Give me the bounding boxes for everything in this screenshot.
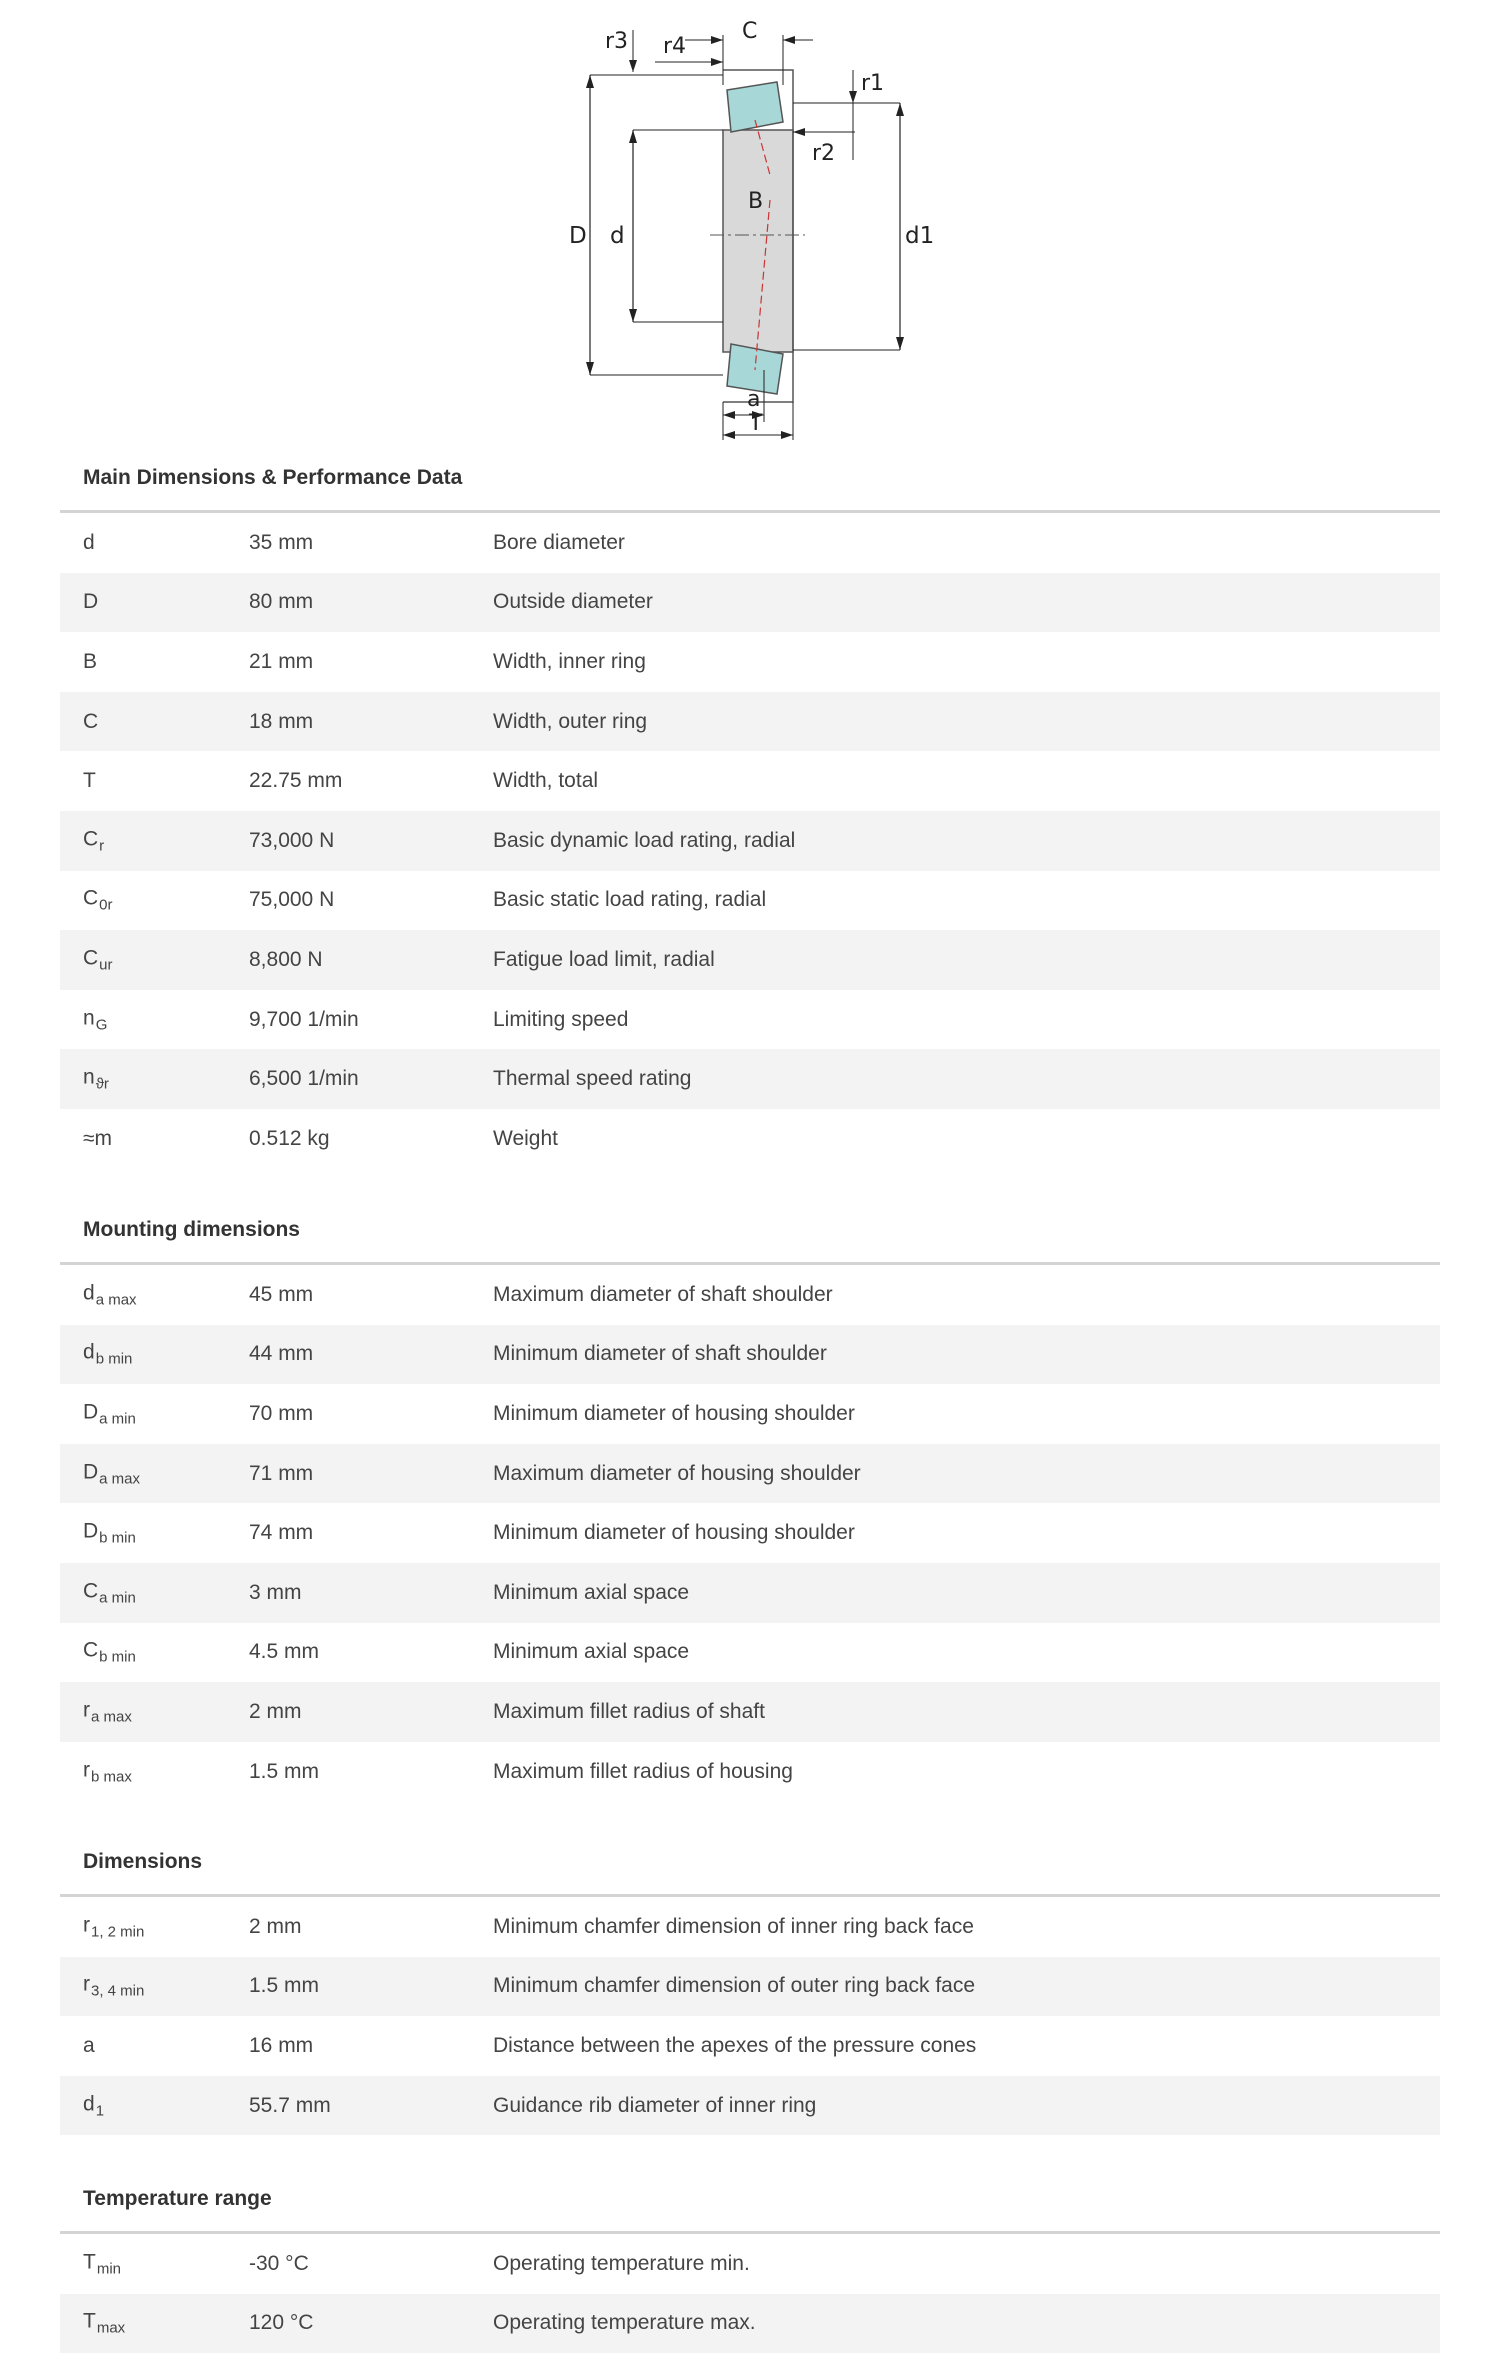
- symbol-cell: [83, 1460, 140, 1487]
- description-cell: Width, total: [493, 769, 599, 793]
- symbol-main: C: [83, 827, 99, 851]
- arrow-d-bottom: [629, 309, 637, 322]
- symbol-cell: [83, 1006, 107, 1033]
- symbol-cell: [83, 1066, 109, 1093]
- symbol-subscript: a min: [99, 1410, 136, 1428]
- value-cell: 1.5 mm: [249, 1974, 320, 1998]
- table-row: [60, 1897, 1440, 1957]
- symbol-subscript: ϑr: [95, 1075, 109, 1093]
- symbol-cell: [83, 2092, 104, 2119]
- arrow-d1-top: [896, 103, 904, 116]
- symbol-cell: [83, 590, 98, 614]
- symbol-main: r: [83, 1913, 90, 1937]
- bearing-cross-section-svg: [555, 10, 955, 450]
- symbol-main: T: [83, 769, 96, 793]
- symbol-cell: [83, 1758, 132, 1785]
- description-cell: Minimum axial space: [493, 1580, 690, 1604]
- description-cell: Maximum fillet radius of shaft: [493, 1699, 765, 1723]
- symbol-cell: [83, 1698, 132, 1725]
- description-cell: Basic dynamic load rating, radial: [493, 828, 796, 852]
- value-cell: 75,000 N: [249, 888, 335, 912]
- description-cell: Fatigue load limit, radial: [493, 947, 715, 971]
- symbol-cell: [83, 946, 113, 973]
- label-a: a: [747, 387, 761, 412]
- label-d: d: [610, 223, 625, 249]
- bearing-diagram: [555, 10, 955, 450]
- value-cell: -30 °C: [249, 2251, 309, 2275]
- table-row: [60, 513, 1440, 573]
- description-cell: Weight: [493, 1126, 558, 1150]
- table-row: [60, 573, 1440, 633]
- value-cell: 4.5 mm: [249, 1640, 320, 1664]
- symbol-main: D: [83, 590, 99, 614]
- label-r2: r2: [812, 141, 836, 166]
- table-row: [60, 1957, 1440, 2017]
- symbol-main: r: [83, 1698, 90, 1722]
- symbol-main: d: [83, 1340, 95, 1364]
- value-cell: 55.7 mm: [249, 2093, 331, 2117]
- table-row: [60, 1384, 1440, 1444]
- table-row: [60, 2016, 1440, 2076]
- symbol-subscript: a max: [99, 1470, 141, 1488]
- arrow-T-right: [781, 431, 793, 439]
- section-temperature-range: [60, 2187, 1440, 2357]
- table-row: [60, 1325, 1440, 1385]
- symbol-cell: [83, 1281, 137, 1308]
- table-row: [60, 1109, 1440, 1169]
- symbol-cell: [83, 2310, 125, 2337]
- description-cell: Minimum diameter of shaft shoulder: [493, 1342, 827, 1366]
- label-r4: r4: [663, 34, 687, 59]
- symbol-cell: [83, 1341, 132, 1368]
- symbol-cell: [83, 710, 98, 734]
- symbol-subscript: b min: [95, 1350, 133, 1368]
- description-cell: Outside diameter: [493, 590, 653, 614]
- symbol-main: r: [83, 1972, 90, 1996]
- symbol-cell: [83, 1579, 136, 1606]
- label-D: D: [569, 223, 587, 249]
- data-table: [60, 1265, 1440, 1801]
- label-T: T: [749, 411, 763, 436]
- value-cell: 6,500 1/min: [249, 1067, 359, 1091]
- value-cell: 35 mm: [249, 530, 314, 554]
- table-row: [60, 1563, 1440, 1623]
- symbol-main: B: [83, 649, 98, 673]
- table-row: [60, 2234, 1440, 2294]
- table-row: [60, 1444, 1440, 1504]
- data-table: [60, 2234, 1440, 2353]
- value-cell: 3 mm: [249, 1580, 302, 1604]
- value-cell: 73,000 N: [249, 828, 335, 852]
- value-cell: 71 mm: [249, 1461, 314, 1485]
- symbol-subscript: 0r: [99, 896, 113, 914]
- top-roller-shape: [727, 82, 783, 132]
- description-cell: Distance between the apexes of the pressure cones: [493, 2033, 977, 2057]
- value-cell: 0.512 kg: [249, 1126, 330, 1150]
- symbol-cell: [83, 769, 96, 793]
- section-title: Main Dimensions & Performance Data: [83, 466, 463, 489]
- arrow-r4: [711, 58, 723, 66]
- table-row: [60, 1623, 1440, 1683]
- value-cell: 18 mm: [249, 709, 314, 733]
- section-mounting-dimensions: [60, 1218, 1440, 1838]
- arrow-r1: [849, 91, 857, 103]
- symbol-main: C: [83, 1638, 99, 1662]
- label-B: B: [748, 189, 764, 214]
- symbol-cell: [83, 887, 113, 914]
- symbol-main: d: [83, 530, 95, 554]
- table-row: [60, 751, 1440, 811]
- section-title: Dimensions: [83, 1850, 203, 1873]
- description-cell: Minimum axial space: [493, 1640, 690, 1664]
- symbol-cell: [83, 1400, 136, 1427]
- symbol-subscript: b min: [99, 1648, 136, 1666]
- symbol-subscript: b max: [91, 1768, 132, 1786]
- arrow-C-right: [783, 36, 795, 44]
- description-cell: Bore diameter: [493, 530, 625, 554]
- symbol-main: C: [83, 886, 99, 910]
- section-dimensions: [60, 1850, 1440, 2150]
- description-cell: Operating temperature min.: [493, 2251, 750, 2275]
- symbol-subscript: b min: [99, 1529, 136, 1547]
- value-cell: 74 mm: [249, 1521, 314, 1545]
- symbol-cell: [83, 1913, 144, 1940]
- symbol-subscript: a max: [91, 1708, 132, 1726]
- value-cell: 2 mm: [249, 1699, 302, 1723]
- value-cell: 2 mm: [249, 1914, 302, 1938]
- description-cell: Basic static load rating, radial: [493, 888, 767, 912]
- value-cell: 1.5 mm: [249, 1759, 320, 1783]
- table-row: [60, 2294, 1440, 2354]
- value-cell: 45 mm: [249, 1282, 314, 1306]
- symbol-cell: [83, 2034, 95, 2058]
- label-d1: d1: [905, 223, 935, 249]
- symbol-main: n: [83, 1065, 95, 1089]
- symbol-cell: [83, 531, 95, 555]
- symbol-cell: [83, 650, 97, 674]
- arrow-C-left: [711, 36, 723, 44]
- symbol-main: n: [83, 1006, 95, 1030]
- symbol-subscript: max: [96, 2319, 126, 2337]
- table-row: [60, 692, 1440, 752]
- table-row: [60, 632, 1440, 692]
- arrow-D-bottom: [586, 362, 594, 375]
- symbol-main: D: [83, 1519, 99, 1543]
- symbol-main: D: [83, 1460, 99, 1484]
- symbol-cell: [83, 827, 104, 854]
- description-cell: Maximum fillet radius of housing: [493, 1759, 793, 1783]
- symbol-cell: [83, 2250, 121, 2277]
- value-cell: 9,700 1/min: [249, 1007, 359, 1031]
- label-r1: r1: [861, 71, 885, 96]
- data-table: [60, 513, 1440, 1169]
- symbol-main: C: [83, 709, 99, 733]
- description-cell: Limiting speed: [493, 1007, 629, 1031]
- description-cell: Maximum diameter of housing shoulder: [493, 1461, 861, 1485]
- symbol-subscript: G: [95, 1016, 108, 1034]
- symbol-main: r: [83, 1758, 90, 1782]
- data-table: [60, 1897, 1440, 2135]
- table-row: [60, 1503, 1440, 1563]
- description-cell: Width, inner ring: [493, 649, 646, 673]
- table-row: [60, 2076, 1440, 2136]
- arrow-D-top: [586, 75, 594, 88]
- label-C: C: [742, 19, 758, 44]
- symbol-subscript: r: [99, 837, 105, 855]
- table-row: [60, 1265, 1440, 1325]
- arrow-r3: [629, 60, 637, 72]
- description-cell: Operating temperature max.: [493, 2311, 756, 2335]
- value-cell: 16 mm: [249, 2033, 314, 2057]
- symbol-subscript: a max: [95, 1291, 137, 1309]
- symbol-main: C: [83, 946, 99, 970]
- symbol-subscript: ur: [99, 956, 113, 974]
- table-row: [60, 1049, 1440, 1109]
- symbol-subscript: a min: [99, 1589, 136, 1607]
- description-cell: Width, outer ring: [493, 709, 648, 733]
- description-cell: Thermal speed rating: [493, 1067, 692, 1091]
- symbol-main: d: [83, 2092, 95, 2116]
- table-row: [60, 930, 1440, 990]
- symbol-main: d: [83, 1281, 95, 1305]
- description-cell: Minimum diameter of housing shoulder: [493, 1521, 855, 1545]
- symbol-cell: [83, 1639, 136, 1666]
- table-row: [60, 990, 1440, 1050]
- symbol-subscript: 3, 4 min: [91, 1982, 145, 2000]
- symbol-cell: [83, 1127, 112, 1151]
- table-row: [60, 1682, 1440, 1742]
- value-cell: 44 mm: [249, 1342, 314, 1366]
- value-cell: 21 mm: [249, 649, 314, 673]
- table-row: [60, 811, 1440, 871]
- symbol-main: T: [83, 2309, 96, 2333]
- arrow-T-left: [723, 431, 735, 439]
- label-r3: r3: [605, 29, 629, 54]
- symbol-main: T: [83, 2250, 96, 2274]
- symbol-main: ≈m: [83, 1126, 113, 1150]
- description-cell: Minimum chamfer dimension of inner ring back face: [493, 1914, 974, 1938]
- symbol-main: a: [83, 2033, 95, 2057]
- value-cell: 8,800 N: [249, 947, 323, 971]
- symbol-subscript: 1, 2 min: [91, 1923, 145, 1941]
- section-main-dimensions: [60, 466, 1440, 1206]
- value-cell: 120 °C: [249, 2311, 314, 2335]
- symbol-subscript: 1: [95, 2102, 105, 2120]
- description-cell: Minimum diameter of housing shoulder: [493, 1401, 855, 1425]
- inner-ring-shape: [723, 130, 793, 352]
- description-cell: Maximum diameter of shaft shoulder: [493, 1282, 833, 1306]
- arrow-d1-bottom: [896, 337, 904, 350]
- symbol-cell: [83, 1973, 144, 2000]
- symbol-subscript: min: [96, 2260, 121, 2278]
- description-cell: Minimum chamfer dimension of outer ring back face: [493, 1974, 976, 1998]
- symbol-cell: [83, 1520, 136, 1547]
- arrow-a-left: [723, 411, 735, 419]
- table-row: [60, 1742, 1440, 1802]
- value-cell: 22.75 mm: [249, 769, 343, 793]
- section-title: Temperature range: [83, 2187, 272, 2210]
- description-cell: Guidance rib diameter of inner ring: [493, 2093, 817, 2117]
- section-title: Mounting dimensions: [83, 1218, 300, 1241]
- table-row: [60, 871, 1440, 931]
- symbol-main: C: [83, 1579, 99, 1603]
- arrow-r2: [793, 128, 805, 136]
- symbol-main: D: [83, 1400, 99, 1424]
- value-cell: 80 mm: [249, 590, 314, 614]
- arrow-d-top: [629, 130, 637, 143]
- value-cell: 70 mm: [249, 1401, 314, 1425]
